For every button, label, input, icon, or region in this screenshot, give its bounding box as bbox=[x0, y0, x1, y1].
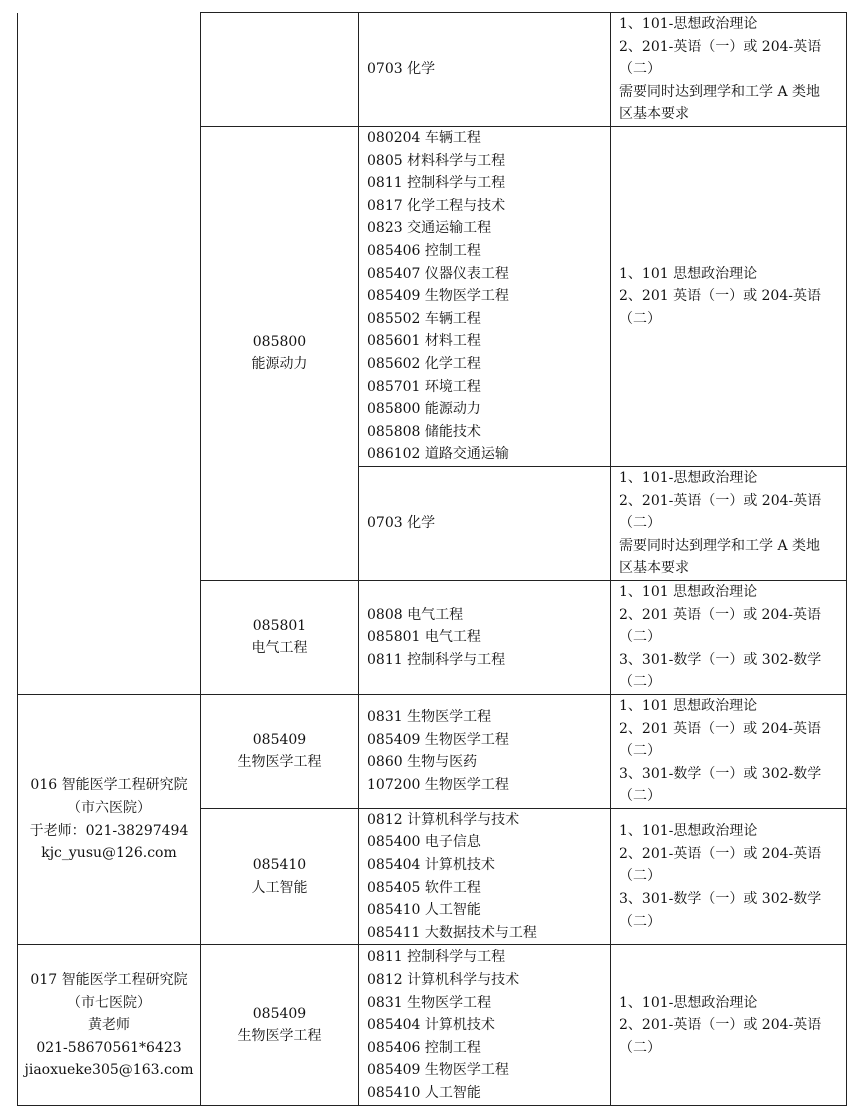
cell-line: 085404 计算机技术 bbox=[367, 1017, 495, 1034]
cell-line: 085409 bbox=[252, 731, 307, 748]
cell-line: 3、301-数学（一）或 302-数学（二） bbox=[619, 765, 822, 805]
cell-line: 085602 化学工程 bbox=[367, 355, 481, 372]
cell-line: 0823 交通运输工程 bbox=[367, 220, 492, 237]
exam-subjects-cell bbox=[611, 694, 847, 808]
cell-line: 1、101 思想政治理论 bbox=[619, 265, 758, 282]
cell-line: 黄老师 bbox=[88, 1017, 130, 1034]
cell-line: 085601 材料工程 bbox=[367, 333, 481, 350]
exam-subjects-cell bbox=[611, 13, 847, 127]
program-code-cell bbox=[201, 13, 359, 127]
cell-line: 080204 车辆工程 bbox=[367, 130, 481, 147]
cell-line: kjc_yusu@126.com bbox=[41, 845, 177, 862]
major-cell bbox=[359, 466, 611, 580]
cell-line: 085406 控制工程 bbox=[367, 242, 481, 259]
cell-line: 085409 生物医学工程 bbox=[367, 731, 509, 748]
cell-line: 021-58670561*6423 bbox=[36, 1039, 182, 1056]
cell-line: 085410 bbox=[252, 857, 307, 874]
program-code-cell bbox=[201, 694, 359, 808]
cell-line: 085404 计算机技术 bbox=[367, 857, 495, 874]
cell-line: 085701 环境工程 bbox=[367, 378, 481, 395]
table-row bbox=[18, 945, 847, 1106]
cell-line: 0703 化学 bbox=[367, 515, 436, 532]
cell-line: 0812 计算机科学与技术 bbox=[367, 811, 520, 828]
cell-line: 0831 生物医学工程 bbox=[367, 994, 492, 1011]
cell-line: 3、301-数学（一）或 302-数学（二） bbox=[619, 651, 822, 691]
cell-line: 085400 电子信息 bbox=[367, 834, 481, 851]
exam-subjects-cell bbox=[611, 580, 847, 694]
admissions-table bbox=[17, 12, 847, 1106]
cell-line: 086102 道路交通运输 bbox=[367, 446, 509, 463]
cell-line: 0811 控制科学与工程 bbox=[367, 949, 506, 966]
cell-line: 085502 车辆工程 bbox=[367, 310, 481, 327]
exam-subjects-cell bbox=[611, 466, 847, 580]
cell-line: 生物医学工程 bbox=[237, 754, 322, 771]
program-code-cell bbox=[201, 808, 359, 945]
cell-line: 085410 人工智能 bbox=[367, 1084, 481, 1101]
cell-line: 2、201-英语（一）或 204-英语（二） bbox=[619, 492, 822, 532]
institution-cell bbox=[18, 945, 201, 1106]
major-cell bbox=[359, 808, 611, 945]
cell-line: 085800 能源动力 bbox=[367, 401, 481, 418]
cell-line: （市六医院） bbox=[67, 800, 151, 817]
cell-line: 2、201 英语（一）或 204-英语（二） bbox=[619, 720, 821, 760]
cell-line: 1、101-思想政治理论 bbox=[619, 994, 758, 1011]
cell-line: 085405 软件工程 bbox=[367, 879, 481, 896]
cell-line: 电气工程 bbox=[251, 640, 308, 657]
cell-line: 1、101-思想政治理论 bbox=[619, 469, 758, 486]
cell-line: 0811 控制科学与工程 bbox=[367, 651, 506, 668]
cell-line: 085409 生物医学工程 bbox=[367, 288, 509, 305]
cell-line: 085411 大数据技术与工程 bbox=[367, 924, 537, 941]
cell-line: 生物医学工程 bbox=[237, 1028, 322, 1045]
cell-line: 2、201 英语（一）或 204-英语（二） bbox=[619, 606, 821, 646]
program-code-cell bbox=[201, 945, 359, 1106]
major-cell bbox=[359, 945, 611, 1106]
cell-line: 0805 材料科学与工程 bbox=[367, 152, 506, 169]
cell-line: 需要同时达到理学和工学 A 类地 bbox=[619, 537, 821, 554]
cell-line: 区基本要求 bbox=[619, 106, 689, 123]
exam-subjects-cell bbox=[611, 126, 847, 466]
cell-line: 107200 生物医学工程 bbox=[367, 776, 509, 793]
table-row bbox=[18, 13, 847, 127]
cell-line: 0808 电气工程 bbox=[367, 606, 464, 623]
program-code-cell bbox=[201, 126, 359, 580]
cell-line: 2、201-英语（一）或 204-英语（二） bbox=[619, 38, 822, 78]
cell-line: 1、101-思想政治理论 bbox=[619, 823, 758, 840]
cell-line: 0860 生物与医药 bbox=[367, 754, 478, 771]
major-cell bbox=[359, 580, 611, 694]
cell-line: 需要同时达到理学和工学 A 类地 bbox=[619, 83, 821, 100]
cell-line: 085808 储能技术 bbox=[367, 423, 481, 440]
major-cell bbox=[359, 126, 611, 466]
major-cell bbox=[359, 694, 611, 808]
major-cell bbox=[359, 13, 611, 127]
cell-line: 3、301-数学（一）或 302-数学（二） bbox=[619, 890, 822, 930]
cell-line: 085409 生物医学工程 bbox=[367, 1062, 509, 1079]
cell-line: 人工智能 bbox=[251, 879, 308, 896]
cell-line: 1、101-思想政治理论 bbox=[619, 16, 758, 32]
cell-line: 于老师：021-38297494 bbox=[29, 822, 189, 839]
cell-line: 085407 仪器仪表工程 bbox=[367, 265, 509, 282]
cell-line: 0811 控制科学与工程 bbox=[367, 175, 506, 192]
institution-cell bbox=[18, 13, 201, 695]
cell-line: 085406 控制工程 bbox=[367, 1039, 481, 1056]
cell-line: 2、201-英语（一）或 204-英语（二） bbox=[619, 1017, 822, 1056]
cell-line: 0703 化学 bbox=[367, 61, 436, 78]
cell-line: 1、101 思想政治理论 bbox=[619, 583, 758, 600]
cell-line: 085409 bbox=[252, 1005, 307, 1022]
cell-line: 085801 电气工程 bbox=[367, 629, 481, 646]
cell-line: 1、101 思想政治理论 bbox=[619, 697, 758, 714]
cell-line: 085801 bbox=[252, 617, 307, 634]
cell-line: 能源动力 bbox=[251, 356, 308, 373]
cell-line: （市七医院） bbox=[67, 994, 151, 1011]
cell-line: 2、201 英语（一）或 204-英语（二） bbox=[619, 288, 821, 327]
cell-line: 085410 人工智能 bbox=[367, 902, 481, 919]
cell-line: 区基本要求 bbox=[619, 560, 689, 577]
cell-line: 017 智能医学工程研究院 bbox=[30, 971, 188, 988]
table-row bbox=[18, 694, 847, 808]
cell-line: 0831 生物医学工程 bbox=[367, 709, 492, 726]
exam-subjects-cell bbox=[611, 945, 847, 1106]
cell-line: 2、201-英语（一）或 204-英语（二） bbox=[619, 845, 822, 885]
cell-line: 0817 化学工程与技术 bbox=[367, 197, 506, 214]
cell-line: 016 智能医学工程研究院 bbox=[30, 777, 188, 794]
institution-cell bbox=[18, 694, 201, 945]
cell-line: 0812 计算机科学与技术 bbox=[367, 971, 520, 988]
cell-line: 085800 bbox=[252, 333, 307, 350]
exam-subjects-cell bbox=[611, 808, 847, 945]
cell-line: jiaoxueke305@163.com bbox=[24, 1062, 194, 1079]
program-code-cell bbox=[201, 580, 359, 694]
